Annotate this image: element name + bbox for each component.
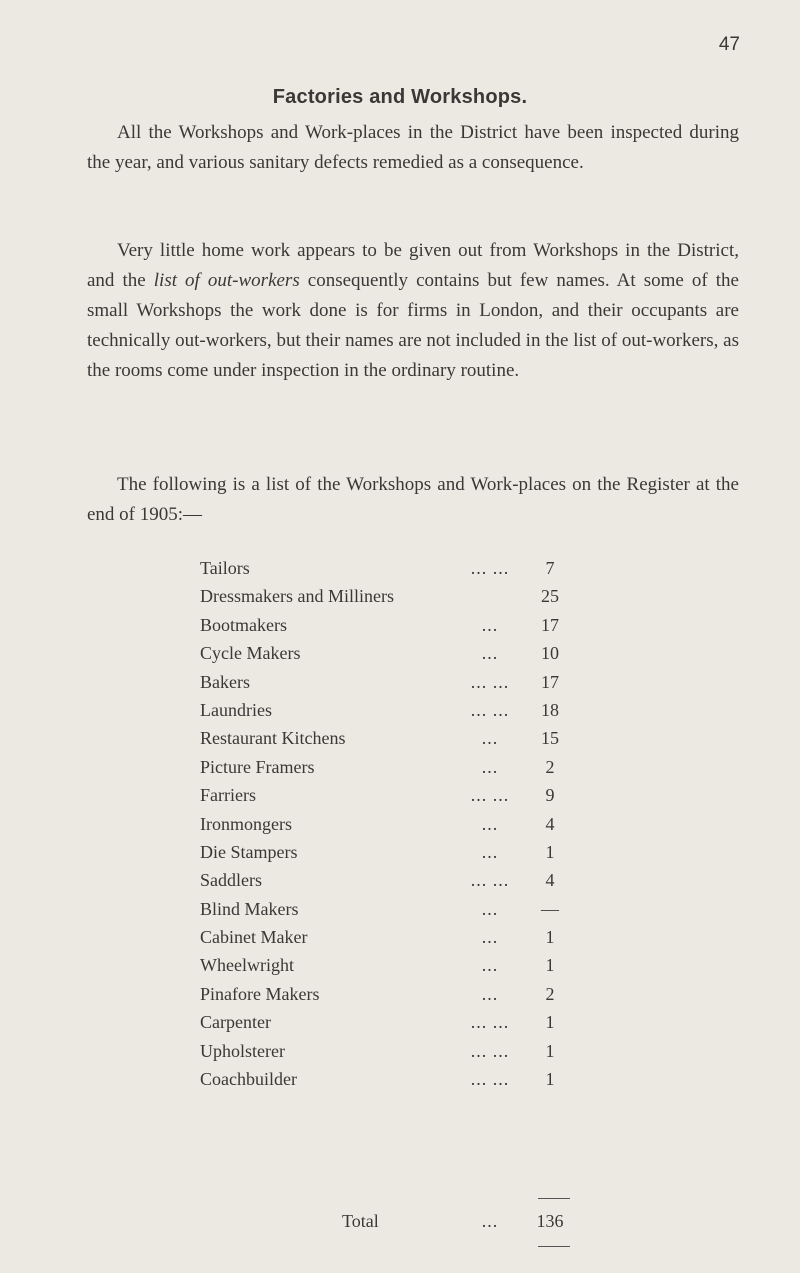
leader-dots: ... ... [470,699,510,720]
leader-dots: ... ... [470,1040,510,1061]
trade-count: 1 [545,1040,555,1061]
trade-count: 25 [541,586,559,607]
list-item [200,870,580,898]
list-item [200,558,580,586]
list-item [200,586,580,614]
trade-name: Die Stampers [200,841,298,862]
total-rule-bottom [538,1246,570,1247]
leader-dots: ... [481,983,499,1004]
list-item [200,814,580,842]
trade-count: — [541,898,559,919]
trade-name: Ironmongers [200,813,292,834]
leader-dots: ... [481,728,499,749]
paragraph-home-work-text-end: consequently contains but few names. At some of the small Workshops the work done is for firms in London, and their occupants are technically out-workers, but their names are not included in the list of out-workers, as the rooms come under inspection in the ordinary routine. [87,270,739,381]
trade-name: Saddlers [200,870,262,891]
trade-count: 2 [545,756,555,777]
trade-name: Tailors [200,558,250,578]
leader-dots: ... [481,614,499,635]
leader-dots: ... ... [470,558,510,578]
trade-count: 1 [545,955,555,976]
trade-name: Laundries [200,699,272,720]
paragraph-inspections-text: All the Workshops and Work-places in the District have been inspected during the year, and various sanitary defects remedied as a consequence. [87,122,739,173]
total-label: Total [342,1211,379,1231]
leader-dots: ... [481,955,499,976]
trade-name: Restaurant Kitchens [200,728,346,749]
trade-name: Pinafore Makers [200,983,320,1004]
trade-count: 17 [541,671,559,692]
list-item [200,672,580,700]
trade-count: 9 [545,785,555,806]
paragraph-home-work [87,236,739,386]
list-item [200,955,580,983]
list-item [200,984,580,1012]
paragraph-home-work-text-start: Very little home work appears to be given out from Workshops in the District, and the [87,240,739,291]
trade-name: Cycle Makers [200,643,301,664]
leader-dots: ... [481,898,499,919]
list-item [200,757,580,785]
trade-count: 17 [541,614,559,635]
workshop-register-list [200,558,580,1097]
trade-count: 7 [545,558,555,578]
out-workers-list-term: list of out-workers [153,270,300,291]
trade-name: Dressmakers and Milliners [200,586,394,607]
section-title: Factories and Workshops. [272,86,528,108]
leader-dots: ... ... [470,785,510,806]
leader-dots: ... [481,841,499,862]
trade-name: Bakers [200,671,250,692]
leader-dots: ... [481,1211,499,1231]
paragraph-register-intro-text: The following is a list of the Workshops and Work-places on the Register at the end of 1905:— [87,474,739,525]
list-item [200,842,580,870]
list-item [200,927,580,955]
list-item [200,700,580,728]
list-item [200,615,580,643]
trade-count: 1 [545,841,555,862]
paragraph-register-intro [87,470,739,530]
leader-dots: ... ... [470,870,510,891]
trade-name: Cabinet Maker [200,927,308,948]
trade-count: 1 [545,1012,555,1033]
trade-count: 18 [541,699,559,720]
leader-dots: ... [481,927,499,948]
trade-name: Blind Makers [200,898,299,919]
trade-count: 4 [545,870,555,891]
leader-dots: ... [481,643,499,664]
total-row [200,1211,580,1232]
trade-name: Coachbuilder [200,1069,297,1090]
trade-name: Upholsterer [200,1040,285,1061]
trade-name: Carpenter [200,1012,271,1033]
leader-dots: ... ... [470,671,510,692]
list-item [200,1069,580,1097]
list-item [200,728,580,756]
paragraph-inspections [87,118,739,178]
leader-dots: ... ... [470,1069,510,1090]
trade-name: Bootmakers [200,614,287,635]
page-number: 47 [718,34,740,55]
trade-count: 2 [545,983,555,1004]
leader-dots: ... [481,813,499,834]
trade-count: 1 [545,1069,555,1090]
trade-count: 10 [541,643,559,664]
trade-count: 1 [545,927,555,948]
leader-dots: ... ... [470,1012,510,1033]
trade-name: Picture Framers [200,756,315,777]
list-item [200,785,580,813]
trade-count: 4 [545,813,555,834]
trade-name: Wheelwright [200,955,294,976]
total-value: 136 [536,1211,564,1231]
trade-name: Farriers [200,785,256,806]
list-item [200,1041,580,1069]
list-item [200,643,580,671]
leader-dots: ... [481,756,499,777]
total-rule-top [538,1198,570,1199]
list-item [200,1012,580,1040]
trade-count: 15 [541,728,559,749]
list-item [200,899,580,927]
